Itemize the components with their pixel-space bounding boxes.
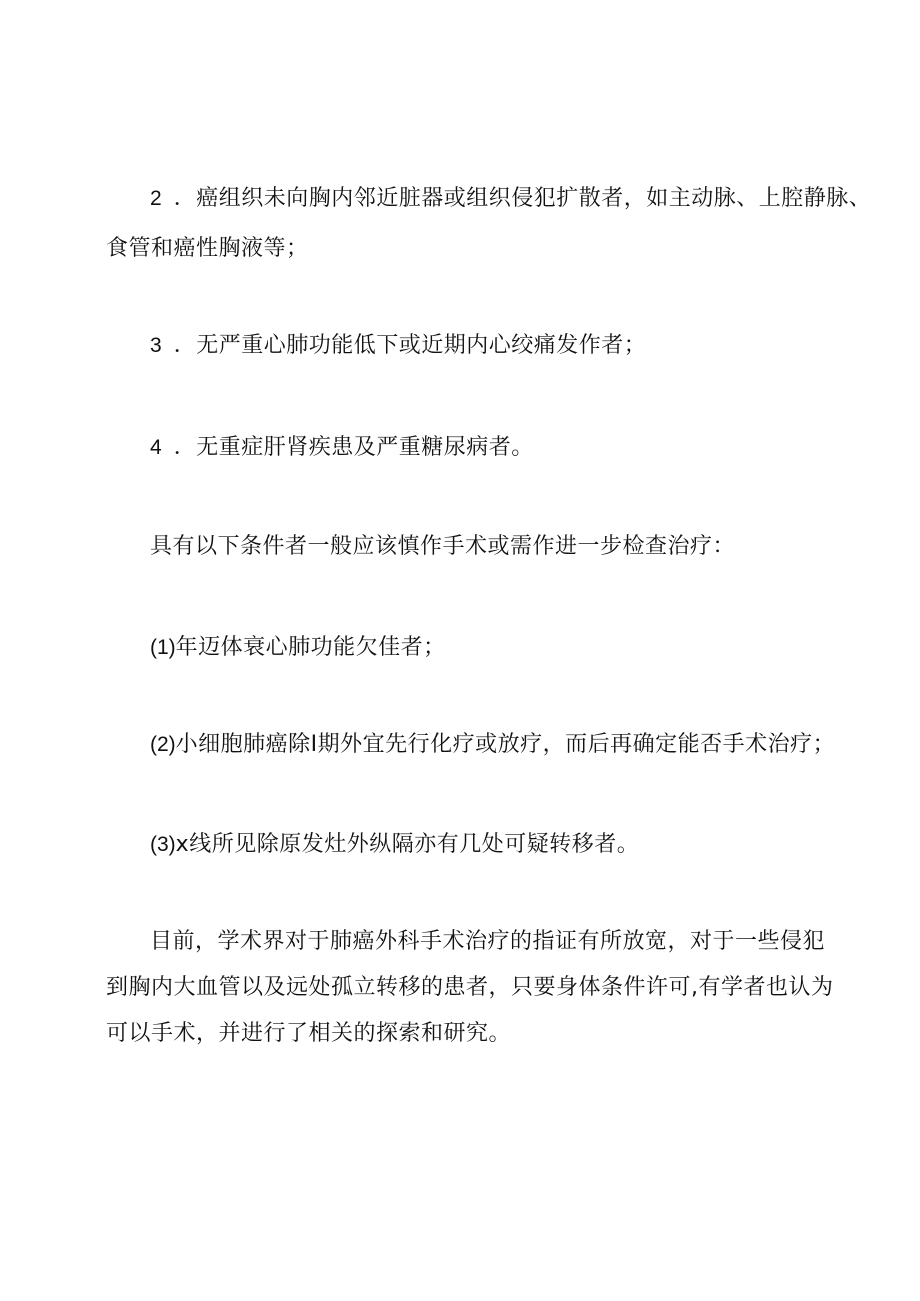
- caution-number: (2): [150, 733, 176, 756]
- criterion-text: ．无严重心肺功能低下或近期内心绞痛发作者；: [173, 333, 647, 358]
- caution-text: 年迈体衰心肺功能欠佳者；: [175, 635, 446, 660]
- caution-item-3: [150, 829, 639, 861]
- criterion-item-4: [150, 432, 534, 464]
- caution-number: (3): [150, 833, 176, 856]
- criterion-number: 4: [150, 436, 162, 459]
- criterion-text: ．癌组织未向胸内邻近脏器或组织侵犯扩散者，如主动脉、上腔静脉、: [173, 186, 872, 211]
- caution-text: 小细胞肺癌除I期外宜先行化疗或放疗，而后再确定能否手术治疗；: [175, 732, 836, 757]
- conclusion-line-1: 目前，学术界对于肺癌外科手术治疗的指证有所放宽，对于一些侵犯: [150, 929, 826, 954]
- caution-intro: 具有以下条件者一般应该慎作手术或需作进一步检查治疗：: [150, 534, 736, 559]
- criterion-text: ．无重症肝肾疾患及严重糖尿病者。: [173, 435, 534, 460]
- criterion-item-2-line-1: [150, 183, 871, 215]
- conclusion-line-2: 到胸内大血管以及远处孤立转移的患者，只要身体条件许可,有学者也认为: [106, 975, 834, 1000]
- caution-item-1: [150, 632, 446, 664]
- caution-text: x线所见除原发灶外纵隔亦有几处可疑转移者。: [175, 832, 640, 857]
- caution-number: (1): [150, 636, 176, 659]
- criterion-item-3: [150, 330, 646, 362]
- conclusion-line-3: 可以手术，并进行了相关的探索和研究。: [106, 1021, 512, 1046]
- criterion-number: 3: [150, 334, 162, 357]
- criterion-number: 2: [150, 187, 162, 210]
- criterion-item-2-line-2: 食管和癌性胸液等；: [106, 236, 309, 261]
- caution-item-2: [150, 729, 835, 761]
